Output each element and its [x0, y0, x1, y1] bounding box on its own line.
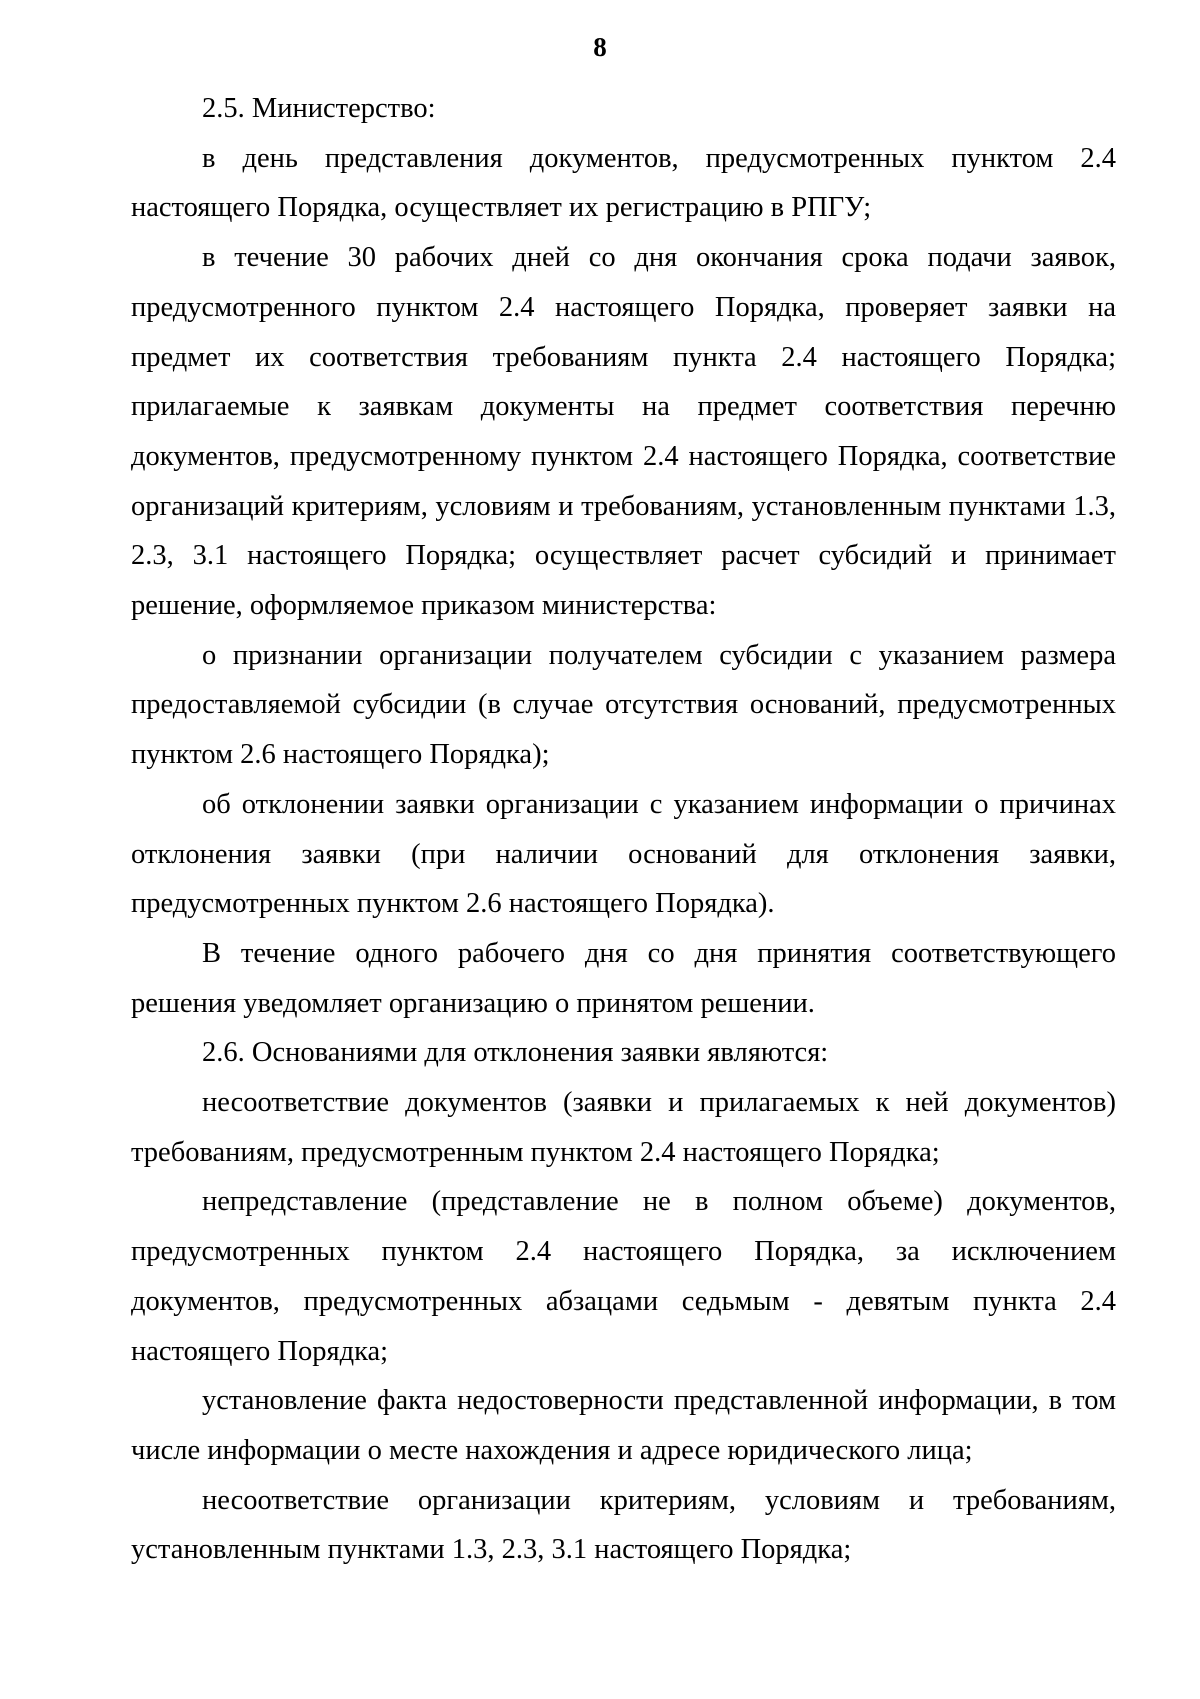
paragraph-docs-missing: непредставление (представление не в полном объеме) документов, предусмотренных пунктом 2.4 настоящего Порядка, за исключением документов, предусмотренных абзацами седьмым - девятым пункта 2.4 настоящего Порядка;: [131, 1186, 1116, 1367]
page-number: 8: [593, 32, 607, 62]
paragraph-review-period: в течение 30 рабочих дней со дня окончания срока подачи заявок, предусмотренного пунктом 2.4 настоящего Порядка, проверяет заявки на предмет их соответствия требованиям пункта 2.4 настоящего Порядка; прилагаемые к заявкам документы на предмет соответствия перечню документов, предусмотренному пунктом 2.4 настоящего Порядка, соответствие организаций критериям, условиям и требованиям, установленным пунктами 1.3, 2.3, 3.1 настоящего Порядка; осуществляет расчет субсидий и принимает решение, оформляемое приказом министерства:: [131, 242, 1116, 622]
paragraph-2-5-heading: 2.5. Министерство:: [202, 93, 436, 124]
document-body: [131, 84, 1116, 1575]
paragraph-2-6-heading: 2.6. Основаниями для отклонения заявки являются:: [202, 1037, 829, 1069]
paragraph-registration: в день представления документов, предусмотренных пунктом 2.4 настоящего Порядка, осуществляет их регистрацию в РПГУ;: [131, 142, 1116, 224]
paragraph-rejection: об отклонении заявки организации с указанием информации о причинах отклонения заявки (при наличии оснований для отклонения заявки, предусмотренных пунктом 2.6 настоящего Порядка).: [131, 788, 1116, 920]
paragraph-recognition: о признании организации получателем субсидии с указанием размера предоставляемой субсидии (в случае отсутствия оснований, предусмотренных пунктом 2.6 настоящего Порядка);: [131, 639, 1116, 771]
paragraph-docs-mismatch: несоответствие документов (заявки и прилагаемых к ней документов) требованиям, предусмотренным пунктом 2.4 настоящего Порядка;: [131, 1087, 1116, 1168]
paragraph-criteria-mismatch: несоответствие организации критериям, условиям и требованиям, установленным пунктами 1.3, 2.3, 3.1 настоящего Порядка;: [131, 1484, 1116, 1566]
paragraph-false-info: установление факта недостоверности представленной информации, в том числе информации о месте нахождения и адресе юридического лица;: [131, 1385, 1116, 1466]
paragraph-notification: В течение одного рабочего дня со дня принятия соответствующего решения уведомляет организацию о принятом решении.: [131, 937, 1116, 1019]
